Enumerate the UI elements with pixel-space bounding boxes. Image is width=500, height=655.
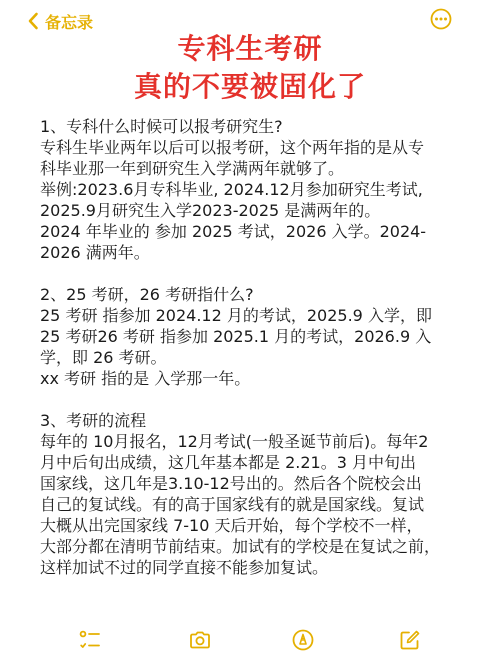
body-line: 这样加试不过的同学直接不能参加复试。 (40, 558, 329, 577)
section-heading: 1、专科什么时候可以报考研究生? (40, 117, 283, 136)
checklist-icon[interactable] (78, 628, 102, 652)
body-line: 自己的复试线。有的高于国家线有的就是国家线。复试 (40, 495, 425, 514)
body-line: 专科生毕业两年以后可以报考研，这个两年指的是从专 (40, 138, 425, 157)
title-line-1: 专科生考研 (177, 32, 323, 65)
chevron-left-icon (27, 12, 39, 30)
note-title (0, 30, 500, 106)
title-line-2: 真的不要被固化了 (133, 70, 366, 103)
more-icon[interactable] (430, 8, 452, 30)
body-line: 大概从出完国家线 7-10 天后开始，每个学校不一样， (40, 516, 423, 535)
section-2 (40, 284, 472, 389)
compose-icon[interactable] (398, 628, 422, 652)
body-line: 大部分都在清明节前结束。加试有的学校是在复试之前， (40, 537, 441, 556)
body-line: 科毕业那一年到研究生入学满两年就够了。 (40, 159, 345, 178)
section-1 (40, 116, 472, 263)
body-line: 月中后旬出成绩，这几年基本都是 2.21。3 月中旬出 (40, 453, 416, 472)
section-heading: 2、25 考研，26 考研指什么? (40, 285, 254, 304)
camera-icon[interactable] (188, 628, 212, 652)
body-line: 25 考研 指参加 2024.12 月的考试，2025.9 入学，即 (40, 306, 432, 325)
section-heading: 3、考研的流程 (40, 411, 147, 430)
markup-pen-icon[interactable] (291, 628, 315, 652)
body-line: 举例:2023.6月专科毕业, 2024.12月参加研究生考试, (40, 180, 423, 199)
body-line: 2026 满两年。 (40, 243, 150, 262)
body-line: 每年的 10月报名，12月考试(一般圣诞节前后)。每年2 (40, 432, 429, 451)
body-line: xx 考研 指的是 入学那一年。 (40, 369, 251, 388)
body-line: 2025.9月研究生入学2023-2025 是满两年的。 (40, 201, 381, 220)
bottom-toolbar (0, 620, 500, 655)
paragraph-gap (40, 389, 472, 410)
back-label: 备忘录 (45, 12, 94, 32)
back-button[interactable] (27, 10, 93, 32)
section-3 (40, 410, 472, 578)
body-line: 学，即 26 考研。 (40, 348, 167, 367)
paragraph-gap (40, 263, 472, 284)
body-line: 2024 年毕业的 参加 2025 考试，2026 入学。2024- (40, 222, 427, 241)
note-body[interactable] (40, 116, 472, 578)
body-line: 国家线，这几年是3.10-12号出的。然后各个院校会出 (40, 474, 422, 493)
body-line: 25 考研26 考研 指参加 2025.1 月的考试，2026.9 入 (40, 327, 432, 346)
